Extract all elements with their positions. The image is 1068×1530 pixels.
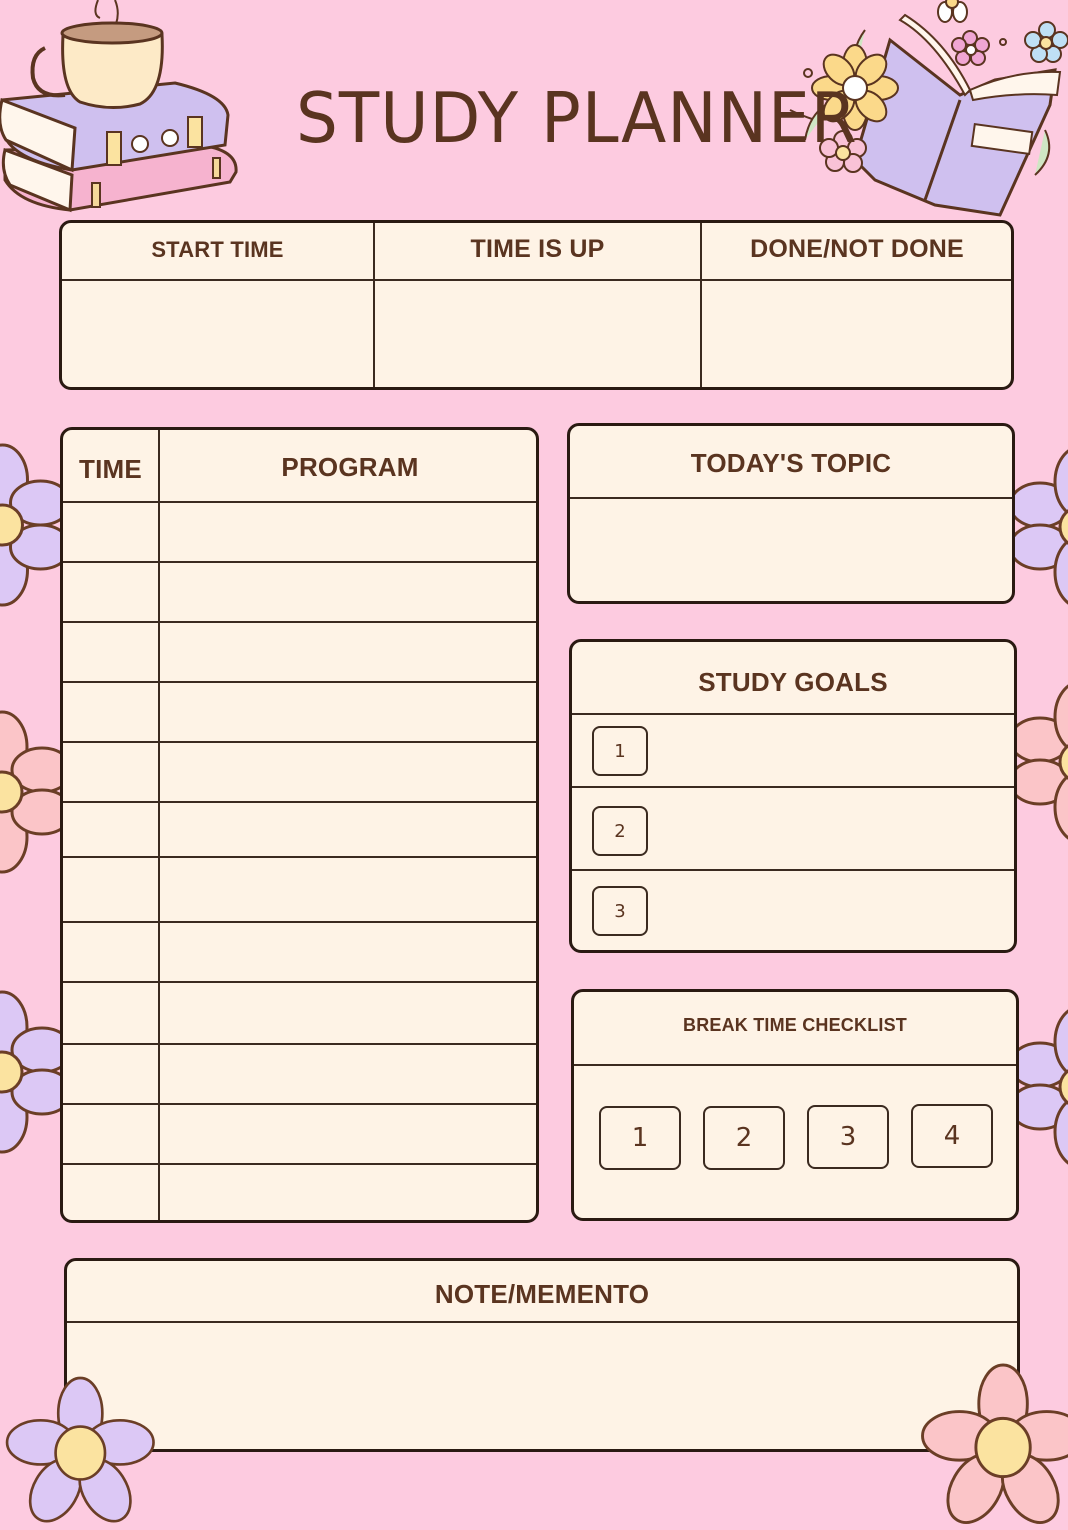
column-header-done-not-done: DONE/NOT DONE [750, 235, 964, 263]
program-row-4[interactable] [63, 683, 536, 741]
goal-number-badge: 2 [592, 806, 648, 856]
break-checklist-label: BREAK TIME CHECKLIST [683, 1015, 907, 1035]
program-row-5[interactable] [63, 743, 536, 801]
break-checklist-box [571, 989, 1019, 1221]
break-checkbox-1[interactable]: 1 [599, 1106, 681, 1170]
flower-left-1-icon [0, 445, 65, 605]
program-row-3[interactable] [63, 623, 536, 681]
flower-right-2-icon [1012, 680, 1068, 845]
todays-topic-label: TODAY'S TOPIC [690, 448, 892, 478]
time-is-up-field[interactable] [375, 281, 700, 389]
notes-label: NOTE/MEMENTO [434, 1279, 650, 1309]
notes-box [64, 1258, 1020, 1452]
flower-bottom-right-icon [918, 1365, 1068, 1530]
goal-number-badge: 1 [592, 726, 648, 776]
study-goals-label: STUDY GOALS [698, 667, 888, 697]
break-checkbox-2[interactable]: 2 [703, 1106, 785, 1170]
todays-topic-box [567, 423, 1015, 604]
program-row-1[interactable] [63, 503, 536, 561]
program-row-6[interactable] [63, 803, 536, 856]
column-header-program: PROGRAM [281, 452, 419, 482]
program-row-8[interactable] [63, 923, 536, 981]
study-goals-box [569, 639, 1017, 953]
flower-right-1-icon [1012, 445, 1068, 610]
time-table [59, 220, 1014, 390]
flower-right-3-icon [1012, 1005, 1068, 1170]
program-table [60, 427, 539, 1223]
goal-number-badge: 3 [592, 886, 648, 936]
program-row-12[interactable] [63, 1165, 536, 1220]
notes-field[interactable] [67, 1323, 1017, 1449]
program-row-10[interactable] [63, 1045, 536, 1103]
coffee-books-illustration-icon [0, 0, 250, 215]
start-time-field[interactable] [62, 281, 373, 389]
break-checkbox-3[interactable]: 3 [807, 1105, 889, 1169]
goal-row-1[interactable] [572, 715, 1014, 786]
program-row-2[interactable] [63, 563, 536, 621]
column-header-time: TIME [79, 454, 142, 484]
goal-row-2[interactable] [572, 788, 1014, 869]
goal-row-3[interactable] [572, 871, 1014, 951]
divider [574, 1064, 1016, 1066]
column-header-start-time: START TIME [151, 237, 284, 262]
program-row-11[interactable] [63, 1105, 536, 1163]
page-title: STUDY PLANNER [296, 78, 858, 159]
todays-topic-field[interactable] [570, 499, 1012, 601]
break-checkbox-4[interactable]: 4 [911, 1104, 993, 1168]
column-header-time-is-up: TIME IS UP [470, 235, 605, 263]
program-row-9[interactable] [63, 983, 536, 1043]
program-row-7[interactable] [63, 858, 536, 921]
flower-bottom-left-icon [0, 1378, 170, 1528]
done-not-done-field[interactable] [702, 281, 1014, 389]
